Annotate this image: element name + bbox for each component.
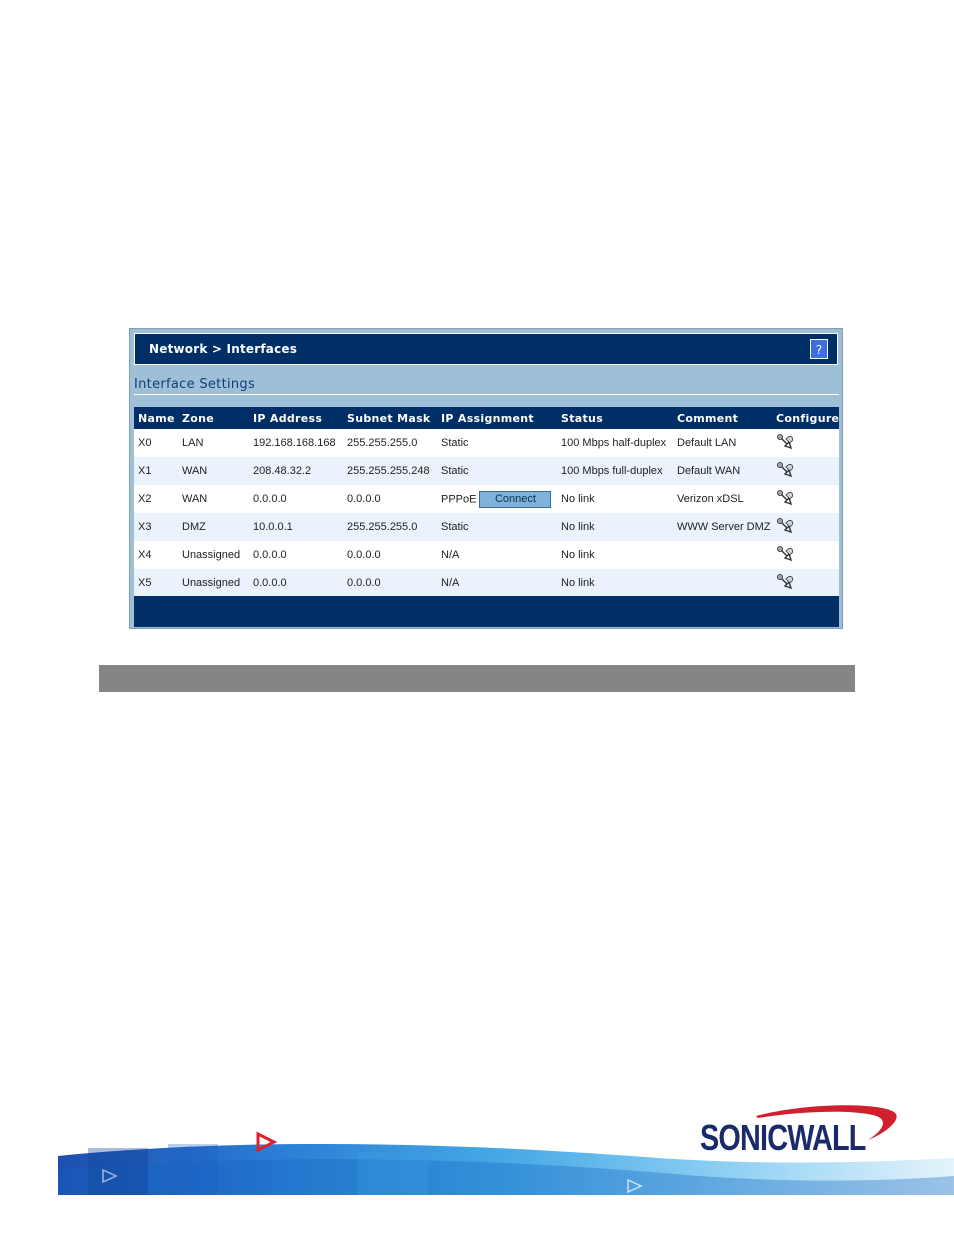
cell-ip-assignment: Static <box>437 457 557 485</box>
cell-ip-address: 0.0.0.0 <box>253 549 287 561</box>
interface-table <box>134 407 839 626</box>
table-row <box>134 569 839 597</box>
column-header-ip-address[interactable]: IP Address <box>249 407 343 429</box>
cell-ip-assignment: Static <box>441 437 469 449</box>
column-header-subnet-mask[interactable]: Subnet Mask <box>343 407 437 429</box>
cell-zone: WAN <box>182 493 208 505</box>
cell-ip-address: 0.0.0.0 <box>253 493 287 505</box>
cell-zone: WAN <box>178 457 249 485</box>
cell-ip-assignment <box>437 485 557 513</box>
cell-configure <box>772 429 839 457</box>
breadcrumb: Network > Interfaces <box>149 342 298 356</box>
sonicwall-logo-text: SONICWALL <box>700 1117 866 1158</box>
table-footer <box>134 596 839 627</box>
cell-name: X3 <box>134 513 178 541</box>
cell-ip-assignment: N/A <box>441 549 460 561</box>
table-row <box>134 429 839 457</box>
cell-configure <box>772 569 839 597</box>
cell-status: 100 Mbps full-duplex <box>557 457 673 485</box>
configure-icon[interactable] <box>776 433 796 454</box>
connect-button[interactable]: Connect <box>479 491 551 508</box>
cell-comment: Default LAN <box>677 437 737 449</box>
cell-subnet-mask: 0.0.0.0 <box>347 493 381 505</box>
cell-status: No link <box>557 513 673 541</box>
cell-ip-address: 0.0.0.0 <box>249 569 343 597</box>
cell-comment <box>673 569 772 597</box>
cell-subnet-mask: 0.0.0.0 <box>343 569 437 597</box>
column-header-ip-assignment[interactable]: IP Assignment <box>437 407 557 429</box>
cell-name: X1 <box>134 457 178 485</box>
configure-icon[interactable] <box>776 545 796 566</box>
cell-configure <box>772 513 839 541</box>
cell-status: No link <box>561 549 595 561</box>
column-header-name[interactable]: Name <box>134 407 178 429</box>
page-header <box>134 333 838 365</box>
column-header-configure: Configure <box>772 407 839 429</box>
cell-subnet-mask: 255.255.255.0 <box>343 513 437 541</box>
cell-subnet-mask: 255.255.255.248 <box>343 457 437 485</box>
cell-status: No link <box>557 569 673 597</box>
table-row <box>134 513 839 541</box>
configure-icon[interactable] <box>776 461 796 482</box>
cell-zone: Unassigned <box>178 569 249 597</box>
configure-icon[interactable] <box>776 573 796 594</box>
cell-name: X2 <box>138 493 152 505</box>
table-row <box>134 457 839 485</box>
table-header-row <box>134 407 839 429</box>
cell-zone: Unassigned <box>182 549 241 561</box>
cell-name: X0 <box>138 437 152 449</box>
cell-comment <box>673 541 772 569</box>
table-row <box>134 541 839 569</box>
cell-comment: Default WAN <box>673 457 772 485</box>
column-header-comment[interactable]: Comment <box>673 407 772 429</box>
table-row <box>134 485 839 513</box>
cell-name: X5 <box>134 569 178 597</box>
cell-configure <box>772 541 839 569</box>
cell-ip-assignment: N/A <box>437 569 557 597</box>
cell-comment: Verizon xDSL <box>677 493 744 505</box>
cell-ip-address: 208.48.32.2 <box>249 457 343 485</box>
cell-ip-assignment: Static <box>437 513 557 541</box>
cell-status: No link <box>561 493 595 505</box>
cell-subnet-mask: 255.255.255.0 <box>347 437 418 449</box>
cell-configure <box>772 457 839 485</box>
cell-ip-address: 192.168.168.168 <box>253 437 336 449</box>
gray-divider-bar <box>99 665 855 692</box>
cell-subnet-mask: 0.0.0.0 <box>347 549 381 561</box>
section-title: Interface Settings <box>134 377 256 392</box>
cell-configure <box>772 485 839 513</box>
column-header-zone[interactable]: Zone <box>178 407 249 429</box>
assignment-label: PPPoE <box>441 492 477 505</box>
cell-zone: LAN <box>182 437 204 449</box>
cell-name: X4 <box>138 549 152 561</box>
section-divider <box>134 394 839 395</box>
cell-comment: WWW Server DMZ <box>673 513 772 541</box>
cell-ip-address: 10.0.0.1 <box>249 513 343 541</box>
help-button[interactable]: ? <box>810 339 828 359</box>
cell-status: 100 Mbps half-duplex <box>561 437 667 449</box>
configure-icon[interactable] <box>776 517 796 538</box>
interfaces-panel <box>129 328 843 629</box>
column-header-status[interactable]: Status <box>557 407 673 429</box>
cell-zone: DMZ <box>178 513 249 541</box>
configure-icon[interactable] <box>776 489 796 510</box>
